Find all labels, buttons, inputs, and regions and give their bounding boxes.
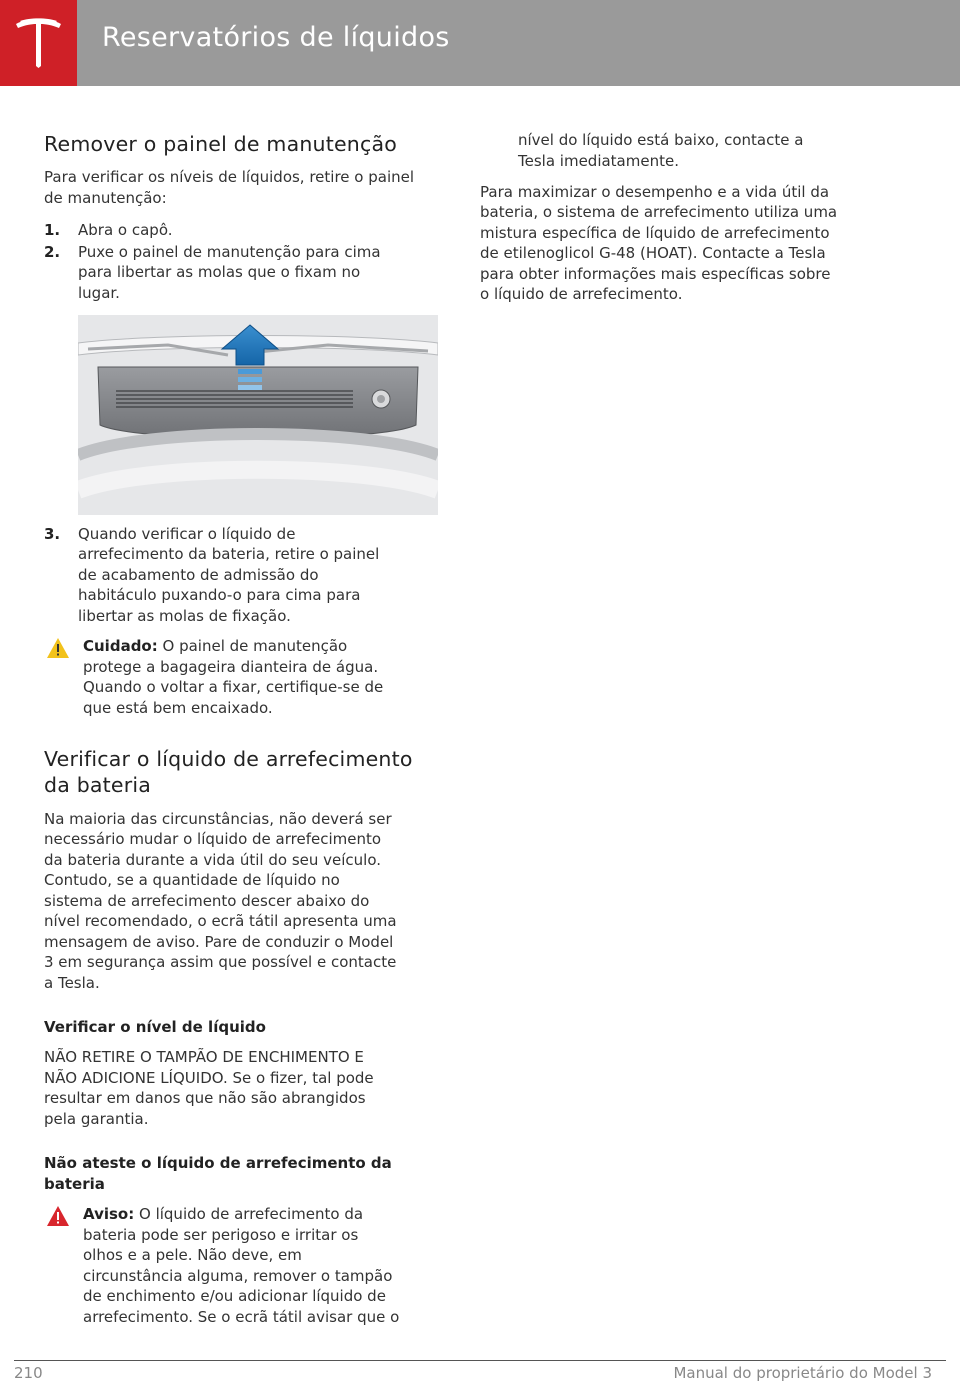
- paragraph-line: sistema de arrefecimento descer abaixo do: [44, 892, 370, 910]
- section-title-coolant-cont: da bateria: [44, 773, 152, 797]
- paragraph-line: Contudo, se a quantidade de líquido no: [44, 871, 340, 889]
- service-panel-illustration: [78, 315, 438, 515]
- paragraph-line: 3 em segurança assim que possível e contacte: [44, 953, 397, 971]
- paragraph-line: mensagem de aviso. Pare de conduzir o Model: [44, 933, 394, 951]
- step-number: 1.: [44, 221, 61, 239]
- step-text: de acabamento de admissão do: [78, 566, 319, 584]
- caution-text: [83, 636, 347, 657]
- paragraph-line: para obter informações mais específicas sobre: [480, 265, 831, 283]
- caution-line: Quando o voltar a fixar, certifique-se de: [83, 678, 384, 696]
- paragraph-line: necessário mudar o líquido de arrefecimento: [44, 830, 382, 848]
- step-text: Puxe o painel de manutenção para cima: [78, 243, 381, 261]
- warning-text: [83, 1204, 363, 1225]
- warning-line: circunstância alguma, remover o tampão: [83, 1267, 393, 1285]
- warning-line: Tesla imediatamente.: [518, 152, 679, 170]
- step-number: 3.: [44, 525, 61, 543]
- step-text: arrefecimento da bateria, retire o painel: [78, 545, 380, 563]
- step-number: 2.: [44, 243, 61, 261]
- caution-icon: [46, 637, 70, 659]
- paragraph-line: a Tesla.: [44, 974, 100, 992]
- step-text: Quando verificar o líquido de: [78, 525, 296, 543]
- page-title: Reservatórios de líquidos: [102, 22, 450, 53]
- paragraph-line: resultar em danos que não são abrangidos: [44, 1089, 366, 1107]
- warning-line: olhos e a pele. Não deve, em: [83, 1246, 302, 1264]
- step-text: habitáculo puxando-o para cima para: [78, 586, 361, 604]
- section-title-remove-panel: Remover o painel de manutenção: [44, 132, 397, 156]
- paragraph-line: NÃO RETIRE O TAMPÃO DE ENCHIMENTO E: [44, 1048, 364, 1066]
- paragraph-line: Para maximizar o desempenho e a vida útil da: [480, 183, 830, 201]
- paragraph-line: mistura específica de líquido de arrefecimento: [480, 224, 830, 242]
- footer-manual-title: Manual do proprietário do Model 3: [673, 1364, 932, 1382]
- warning-line: O líquido de arrefecimento da: [134, 1205, 364, 1223]
- footer-divider: [14, 1360, 946, 1361]
- paragraph-line: NÃO ADICIONE LÍQUIDO. Se o fizer, tal pode: [44, 1069, 374, 1087]
- warning-line: de enchimento e/ou adicionar líquido de: [83, 1287, 386, 1305]
- step-text: Abra o capô.: [78, 221, 173, 239]
- paragraph-line: bateria, o sistema de arrefecimento utiliza uma: [480, 203, 838, 221]
- paragraph-line: da bateria durante a vida útil do seu veículo.: [44, 851, 382, 869]
- tesla-logo: [0, 0, 77, 86]
- subheading-no-topup: Não ateste o líquido de arrefecimento da: [44, 1154, 392, 1172]
- paragraph-line: o líquido de arrefecimento.: [480, 285, 683, 303]
- section-title-coolant: Verificar o líquido de arrefecimento: [44, 747, 413, 771]
- step-text: para libertar as molas que o fixam no: [78, 263, 361, 281]
- caution-line: protege a bagageira dianteira de água.: [83, 658, 379, 676]
- section1-intro: Para verificar os níveis de líquidos, retire o painel de manutenção:: [44, 168, 415, 207]
- warning-label: Aviso:: [83, 1205, 135, 1223]
- warning-line: nível do líquido está baixo, contacte a: [518, 131, 804, 149]
- warning-line: arrefecimento. Se o ecrã tátil avisar que o: [83, 1308, 400, 1326]
- subheading-check-level: Verificar o nível de líquido: [44, 1018, 266, 1036]
- page-header: [0, 0, 960, 86]
- page-number: 210: [14, 1364, 43, 1382]
- caution-line: O painel de manutenção: [157, 637, 348, 655]
- paragraph-line: Na maioria das circunstâncias, não deverá ser: [44, 810, 392, 828]
- paragraph-line: nível recomendado, o ecrã tátil apresenta uma: [44, 912, 397, 930]
- warning-line: bateria pode ser perigoso e irritar os: [83, 1226, 359, 1244]
- tesla-t-icon: [14, 18, 63, 68]
- paragraph-line: de etilenoglicol G-48 (HOAT). Contacte a Tesla: [480, 244, 826, 262]
- step-text: libertar as molas de fixação.: [78, 607, 291, 625]
- warning-icon: [46, 1205, 70, 1227]
- caution-line: que está bem encaixado.: [83, 699, 273, 717]
- paragraph-line: pela garantia.: [44, 1110, 149, 1128]
- caution-label: Cuidado:: [83, 637, 158, 655]
- step-text: lugar.: [78, 284, 120, 302]
- subheading-no-topup-cont: bateria: [44, 1175, 105, 1193]
